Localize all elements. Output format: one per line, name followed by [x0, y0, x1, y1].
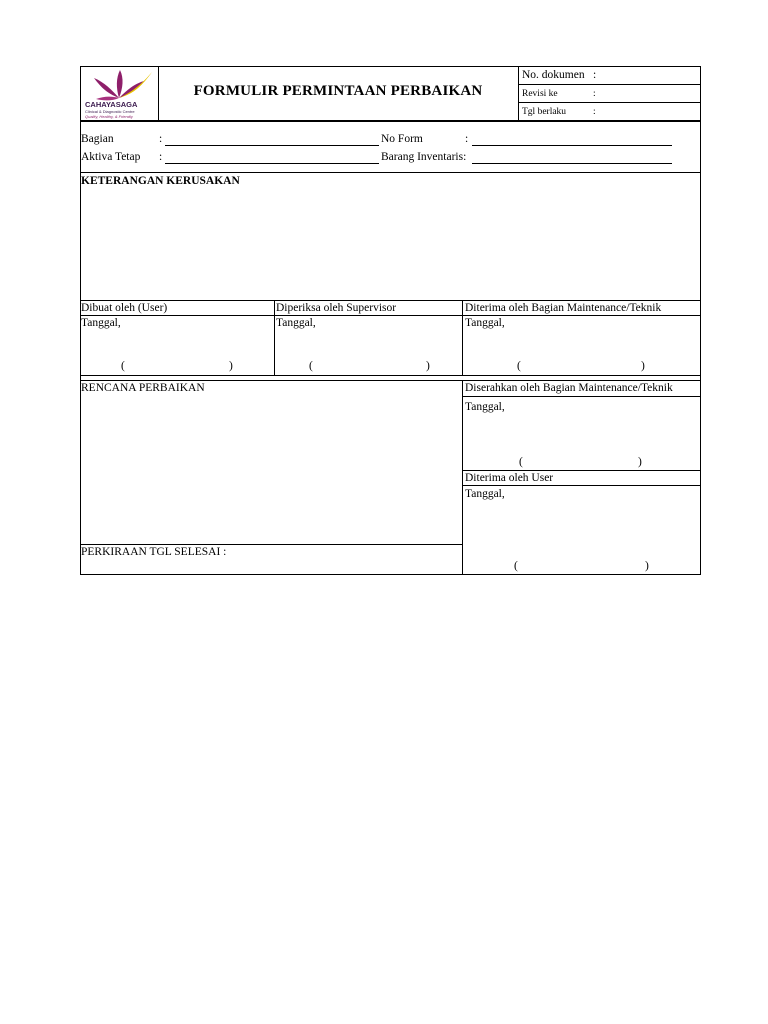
- sig-paren-close-user: ): [229, 360, 233, 372]
- meta-row-line-2: [518, 102, 701, 103]
- sig-paren-close-supervisor: ): [426, 360, 430, 372]
- sig-date-maintenance: Tanggal,: [465, 317, 505, 329]
- noform-label: No Form: [381, 133, 423, 145]
- handover-date: Tanggal,: [465, 401, 505, 413]
- meta-sep-effective-date: :: [593, 107, 596, 117]
- logo-name: CAHAYASAGA: [85, 100, 138, 109]
- receiver-paren-close: ): [645, 560, 649, 572]
- divider-signatures-top: [80, 300, 701, 301]
- logo-tagline: Quality, Healthy, & Friendly: [85, 114, 133, 119]
- divider-receiver-header: [462, 485, 701, 486]
- aktiva-colon: :: [159, 151, 163, 163]
- barang-label: Barang Inventaris:: [381, 151, 467, 163]
- sig-role-maintenance: Diterima oleh Bagian Maintenance/Teknik: [465, 302, 662, 314]
- barang-field[interactable]: [472, 163, 672, 164]
- sig-date-user: Tanggal,: [81, 317, 121, 329]
- receiver-date: Tanggal,: [465, 488, 505, 500]
- meta-row-line-1: [518, 84, 701, 85]
- sig-col-divider-1: [274, 300, 275, 375]
- rencana-col-divider: [462, 380, 463, 575]
- keterangan-area[interactable]: [81, 190, 700, 299]
- flower-logo-icon: [82, 68, 156, 102]
- handover-paren-close: ): [638, 456, 642, 468]
- meta-sep-document-no: :: [593, 69, 597, 81]
- bagian-colon: :: [159, 133, 163, 145]
- bagian-field[interactable]: [165, 145, 379, 146]
- meta-label-document-no: No. dokumen: [522, 69, 585, 81]
- receiver-paren-open: (: [514, 560, 518, 572]
- sig-paren-close-maintenance: ): [641, 360, 645, 372]
- bagian-label: Bagian: [81, 133, 114, 145]
- aktiva-label: Aktiva Tetap: [81, 151, 141, 163]
- divider-rencana-top: [80, 375, 701, 376]
- handover-paren-open: (: [519, 456, 523, 468]
- sig-paren-open-user: (: [121, 360, 125, 372]
- header-divider-meta: [518, 66, 519, 121]
- handover-role: Diserahkan oleh Bagian Maintenance/Teknik: [465, 382, 673, 394]
- estimate-label: PERKIRAAN TGL SELESAI :: [81, 546, 227, 558]
- sig-role-user: Dibuat oleh (User): [81, 302, 168, 314]
- sig-date-supervisor: Tanggal,: [276, 317, 316, 329]
- logo-subtitle: Clinical & Diagnostic Centre: [85, 109, 135, 114]
- form-title: FORMULIR PERMINTAAN PERBAIKAN: [193, 83, 483, 99]
- divider-handover-header: [462, 396, 701, 397]
- divider-signatures-header: [80, 315, 701, 316]
- divider-rencana-top-2: [80, 380, 701, 381]
- meta-sep-revision: :: [593, 89, 596, 99]
- sig-role-supervisor: Diperiksa oleh Supervisor: [276, 302, 397, 314]
- aktiva-field[interactable]: [165, 163, 379, 164]
- sig-col-divider-2: [462, 300, 463, 375]
- keterangan-heading: KETERANGAN KERUSAKAN: [81, 175, 240, 187]
- meta-label-revision: Revisi ke: [522, 89, 558, 99]
- noform-field[interactable]: [472, 145, 672, 146]
- divider-info: [80, 172, 701, 173]
- receiver-role: Diterima oleh User: [465, 472, 554, 484]
- divider-receiver: [462, 470, 701, 471]
- rencana-area[interactable]: [81, 396, 461, 543]
- company-logo: [82, 68, 156, 120]
- sig-paren-open-maintenance: (: [517, 360, 521, 372]
- meta-label-effective-date: Tgl berlaku: [522, 107, 567, 117]
- rencana-heading: RENCANA PERBAIKAN: [81, 382, 205, 394]
- divider-estimate: [80, 544, 462, 545]
- noform-colon: :: [465, 133, 469, 145]
- sig-paren-open-supervisor: (: [309, 360, 313, 372]
